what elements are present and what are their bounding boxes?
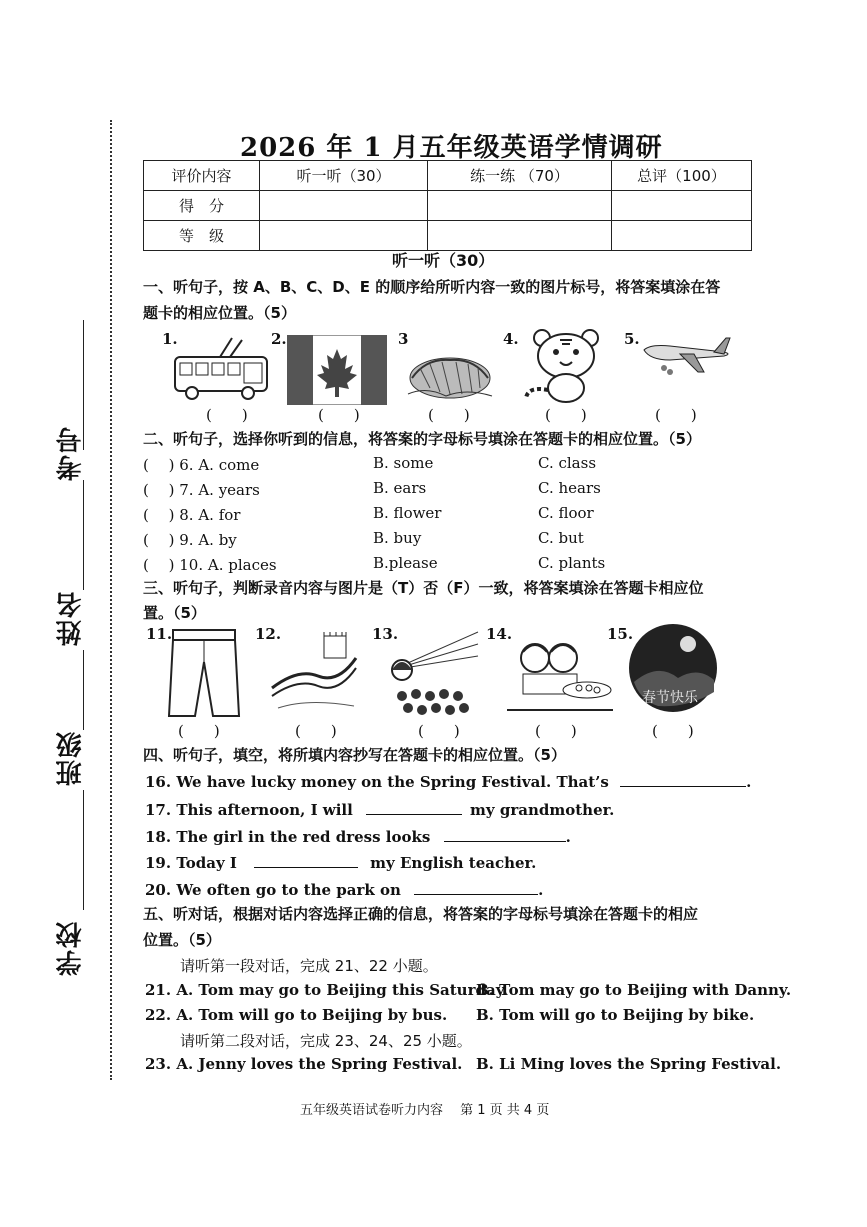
festival-caption: 春节快乐 <box>642 690 698 706</box>
answer-bracket[interactable]: ( ) <box>535 722 577 740</box>
question-text: . <box>565 828 571 846</box>
score-table <box>143 160 752 251</box>
score-cell[interactable] <box>260 191 428 221</box>
option-c: C. plants <box>538 554 606 572</box>
item-number: 1. <box>162 330 178 348</box>
item-number: 14. <box>486 625 513 643</box>
grade-cell[interactable] <box>260 221 428 251</box>
option-c: C. floor <box>538 504 594 522</box>
sec5-instruction: 位置。（5） <box>143 931 221 949</box>
part-title: 听一听（30） <box>392 251 495 270</box>
item-number: 13. <box>372 625 399 643</box>
crowd-show-image <box>382 630 482 718</box>
score-row-label: 等 级 <box>144 221 260 251</box>
answer-bracket[interactable]: ( ) <box>295 722 337 740</box>
answer-bracket[interactable]: ( ) <box>652 722 694 740</box>
question-text: 17. This afternoon, I will <box>145 801 353 819</box>
sidebar-rule <box>83 650 84 730</box>
great-wall-image <box>268 628 360 714</box>
answer-bracket[interactable]: ( ) <box>545 406 587 424</box>
question-21-b: B. Tom may go to Beijing with Danny. <box>476 981 792 999</box>
canada-flag-image <box>287 335 387 405</box>
binding-line <box>110 120 112 1080</box>
item-number: 12. <box>255 625 282 643</box>
sec4-instruction: 四、听句子，填空，将所填内容抄写在答题卡的相应位置。（5） <box>143 746 566 764</box>
option-b: B.please <box>373 554 438 572</box>
item-number: 11. <box>146 625 173 643</box>
sec2-instruction: 二、听句子，选择你听到的信息，将答案的字母标号填涂在答题卡的相应位置。（5） <box>143 430 701 448</box>
item-number: 4. <box>503 330 519 348</box>
answer-blank[interactable] <box>444 827 566 842</box>
landmark-image <box>406 338 494 402</box>
question-10: ( ) 10. A. places <box>143 556 277 574</box>
question-8: ( ) 8. A. for <box>143 506 241 524</box>
sec3-instruction: 置。（5） <box>143 604 206 622</box>
score-header: 练一练 （70） <box>428 161 612 191</box>
festival-image <box>628 622 718 714</box>
name-label: 姓名 <box>56 590 86 646</box>
answer-blank[interactable] <box>414 880 538 895</box>
question-text: my English teacher. <box>370 854 537 872</box>
score-cell[interactable] <box>612 191 752 221</box>
option-c: C. class <box>538 454 597 472</box>
option-c: C. hears <box>538 479 601 497</box>
answer-bracket[interactable]: ( ) <box>655 406 697 424</box>
dialog-2-note: 请听第二段对话，完成 23、24、25 小题。 <box>180 1032 472 1050</box>
score-header: 评价内容 <box>144 161 260 191</box>
question-22-b: B. Tom will go to Beijing by bike. <box>476 1006 755 1024</box>
answer-blank[interactable] <box>366 800 462 815</box>
kids-dumplings-image <box>505 634 617 716</box>
answer-blank[interactable] <box>620 772 746 787</box>
sec5-instruction: 五、听对话，根据对话内容选择正确的信息，将答案的字母标号填涂在答题卡的相应 <box>143 905 699 923</box>
grade-cell[interactable] <box>612 221 752 251</box>
sidebar-rule <box>83 790 84 910</box>
option-b: B. some <box>373 454 434 472</box>
page-footer: 五年级英语试卷听力内容 第 1 页 共 4 页 <box>300 1103 550 1118</box>
answer-bracket[interactable]: ( ) <box>206 406 248 424</box>
score-header: 总评（100） <box>612 161 752 191</box>
item-number: 2. <box>271 330 287 348</box>
question-text: 19. Today I <box>145 854 237 872</box>
score-cell[interactable] <box>428 191 612 221</box>
item-number: 3 <box>398 330 409 348</box>
dialog-1-note: 请听第一段对话，完成 21、22 小题。 <box>180 957 438 975</box>
option-b: B. ears <box>373 479 427 497</box>
fill-question-17 <box>145 800 614 819</box>
question-9: ( ) 9. A. by <box>143 531 237 549</box>
option-b: B. buy <box>373 529 422 547</box>
answer-bracket[interactable]: ( ) <box>318 406 360 424</box>
tiger-image <box>520 328 612 404</box>
item-number: 15. <box>607 625 634 643</box>
question-text: . <box>538 881 544 899</box>
question-21-a: 21. A. Tom may go to Beijing this Saturday. <box>145 981 508 999</box>
question-text: my grandmother. <box>470 801 615 819</box>
question-23-a: 23. A. Jenny loves the Spring Festival. <box>145 1055 463 1073</box>
sec1-instruction: 题卡的相应位置。（5） <box>143 304 296 322</box>
score-header: 听一听（30） <box>260 161 428 191</box>
option-c: C. but <box>538 529 584 547</box>
fill-question-19 <box>145 853 536 872</box>
sidebar-rule <box>83 480 84 590</box>
question-22-a: 22. A. Tom will go to Beijing by bus. <box>145 1006 448 1024</box>
trolley-bus-image <box>172 335 270 401</box>
answer-bracket[interactable]: ( ) <box>428 406 470 424</box>
score-row-label: 得 分 <box>144 191 260 221</box>
question-6: ( ) 6. A. come <box>143 456 260 474</box>
question-text: 16. We have lucky money on the Spring Festival. That’s <box>145 773 609 791</box>
question-text: 20. We often go to the park on <box>145 881 401 899</box>
class-label: 班级 <box>56 730 86 786</box>
item-number: 5. <box>624 330 640 348</box>
school-label: 学校 <box>56 920 86 976</box>
question-7: ( ) 7. A. years <box>143 481 260 499</box>
answer-bracket[interactable]: ( ) <box>418 722 460 740</box>
option-b: B. flower <box>373 504 442 522</box>
answer-bracket[interactable]: ( ) <box>178 722 220 740</box>
grade-cell[interactable] <box>428 221 612 251</box>
question-23-b: B. Li Ming loves the Spring Festival. <box>476 1055 782 1073</box>
question-text: . <box>746 773 752 791</box>
page-title: 2026 年 1 月五年级英语学情调研 <box>240 133 663 163</box>
exam-number-label: 考号 <box>56 425 86 481</box>
trousers-image <box>165 628 243 720</box>
airplane-image <box>640 332 736 376</box>
fill-question-16 <box>145 772 751 791</box>
fill-question-20 <box>145 880 543 899</box>
sec1-instruction: 一、听句子，按 A、B、C、D、E 的顺序给所听内容一致的图片标号，将答案填涂在答 <box>143 278 721 296</box>
sec3-instruction: 三、听句子，判断录音内容与图片是（T）否（F）一致，将答案填涂在答题卡相应位 <box>143 579 704 597</box>
answer-blank[interactable] <box>254 853 358 868</box>
fill-question-18 <box>145 827 571 846</box>
question-text: 18. The girl in the red dress looks <box>145 828 431 846</box>
